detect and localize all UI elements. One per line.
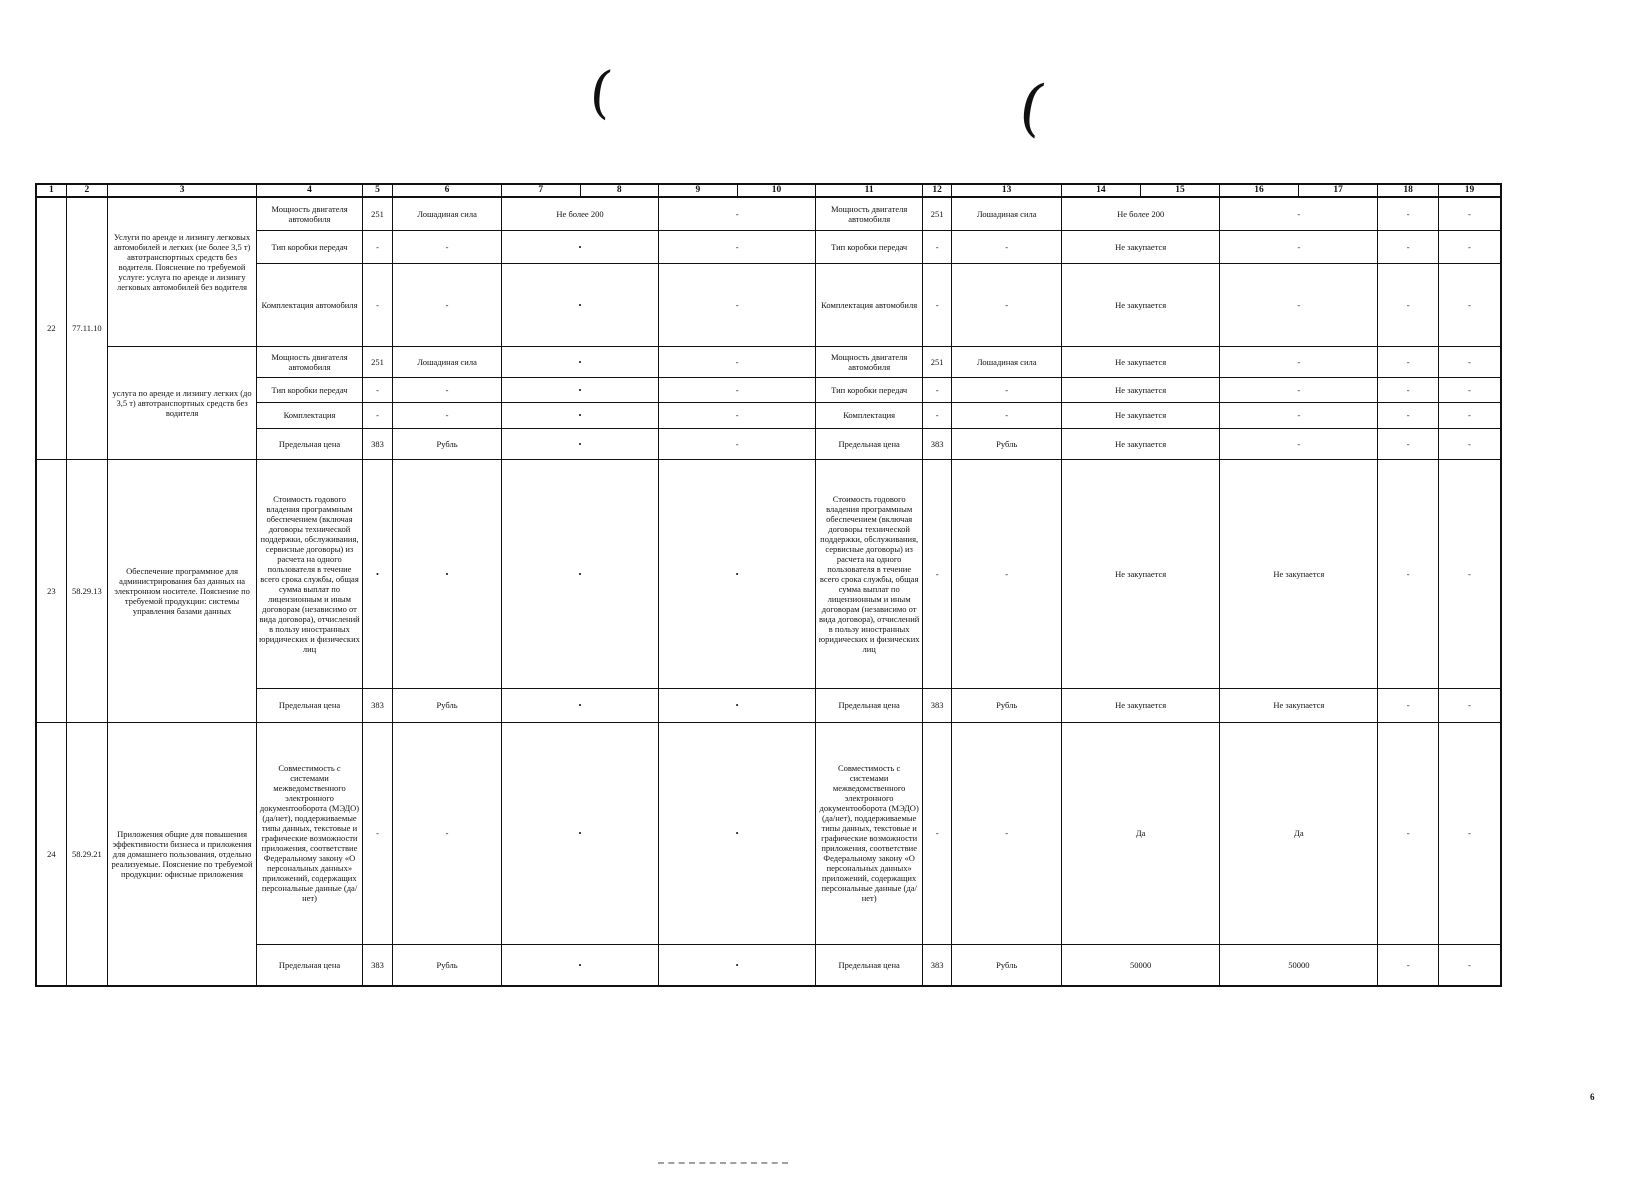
cell: Лошадиная сила [393,346,502,377]
table-row [36,402,1501,428]
cell: Не закупается [1220,459,1378,688]
table-row [36,377,1501,402]
cell: - [362,263,392,346]
col-header: 3 [108,184,257,197]
cell: Да [1220,722,1378,944]
col-header: 9 [659,184,738,197]
cell: - [952,722,1062,944]
col-header: 12 [923,184,952,197]
cell: Тип коробки передач [257,377,363,402]
table-row [36,944,1501,986]
cell: - [1220,263,1378,346]
row-number: 24 [36,722,66,986]
cell: - [952,230,1062,263]
cell: - [1378,197,1438,230]
cell: - [1378,688,1438,722]
cell: - [1378,346,1438,377]
cell: - [659,346,816,377]
okpd-code: 58.29.21 [66,722,107,986]
cell: - [659,428,816,459]
cell: Стоимость годового владения программным обеспечением (включая договоры технической поддержки, обслуживания, сервисные договоры) из расчета на одного пользователя в течение всего срока службы, общая сумма выплат по лицензионным и иным договорам (независимо от вида договора), отчислений в пользу иностранных юридических и физических лиц [257,459,363,688]
cell: 383 [362,688,392,722]
cell: - [1438,459,1501,688]
cell: - [393,263,502,346]
item-description: Приложения общие для повышения эффективности бизнеса и приложения для домашнего пользования, отдельно реализуемые. Пояснение по требуемой продукции: офисные приложения [108,722,257,986]
cell: - [923,459,952,688]
cell: Лошадиная сила [393,197,502,230]
cell: Комплектация [816,402,923,428]
cell: Не закупается [1062,459,1220,688]
cell: - [1438,346,1501,377]
col-header: 10 [737,184,816,197]
cell: Комплектация [257,402,363,428]
row-number: 22 [36,197,66,459]
cell: 251 [923,346,952,377]
cell: Тип коробки передач [816,377,923,402]
col-header: 15 [1140,184,1220,197]
cell: - [362,402,392,428]
cell: - [1378,944,1438,986]
table-row [36,346,1501,377]
cell: - [952,377,1062,402]
cell: - [952,459,1062,688]
cell: - [1220,402,1378,428]
cell: Не закупается [1220,688,1378,722]
col-header: 7 [501,184,580,197]
item-description: услуга по аренде и лизингу легких (до 3,5 т) автотранспортных средств без водителя [108,346,257,459]
cell: 251 [362,346,392,377]
row-number: 23 [36,459,66,722]
cell: - [923,230,952,263]
cell: - [952,263,1062,346]
cell: - [1220,197,1378,230]
table-row [36,722,1501,944]
cell: Комплектация автомобиля [816,263,923,346]
cell: • [659,944,816,986]
scan-bracket-mark: ( [1013,68,1051,145]
cell: Да [1062,722,1220,944]
cell: - [1438,377,1501,402]
cell: • [659,459,816,688]
cell: - [659,197,816,230]
cell: 50000 [1220,944,1378,986]
cell: - [362,377,392,402]
cell: Рубль [393,688,502,722]
cell: - [393,377,502,402]
cell: - [1220,346,1378,377]
cell: Рубль [952,944,1062,986]
cell: - [393,722,502,944]
cell: • [501,263,658,346]
cell: Рубль [393,944,502,986]
cell: - [1378,402,1438,428]
cell: - [1438,428,1501,459]
cell: - [1220,230,1378,263]
cell: Тип коробки передач [257,230,363,263]
cell: Предельная цена [257,428,363,459]
page-number: 6 [1590,1092,1595,1102]
cell: - [1438,944,1501,986]
cell: - [362,722,392,944]
cell: • [501,944,658,986]
cell: • [659,688,816,722]
cell: 383 [923,688,952,722]
scan-bracket-mark: ( [586,59,616,126]
cell: 383 [923,428,952,459]
cell: Предельная цена [257,944,363,986]
cell: 383 [923,944,952,986]
cell: - [362,230,392,263]
cell: • [501,722,658,944]
cell: - [1378,377,1438,402]
cell: Комплектация автомобиля [257,263,363,346]
col-header: 19 [1438,184,1501,197]
cell: 50000 [1062,944,1220,986]
cell: Мощность двигателя автомобиля [257,197,363,230]
cell: • [501,346,658,377]
table-row [36,428,1501,459]
cell: Не закупается [1062,402,1220,428]
col-header: 13 [952,184,1062,197]
cell: • [393,459,502,688]
cell: 251 [923,197,952,230]
cell: Мощность двигателя автомобиля [816,346,923,377]
cell: Не закупается [1062,230,1220,263]
item-description: Услуги по аренде и лизингу легковых автомобилей и легких (не более 3,5 т) автотранспортных средств без водителя. Пояснение по требуемой услуге: услуга по аренде и лизингу легковых автомобилей без водителя [108,197,257,346]
cell: Не закупается [1062,377,1220,402]
col-header: 2 [66,184,107,197]
col-header: 14 [1062,184,1141,197]
cell: - [1220,428,1378,459]
cell: - [1438,263,1501,346]
cell: • [659,722,816,944]
cell: • [362,459,392,688]
item-description: Обеспечение программное для администрирования баз данных на электронном носителе. Пояснение по требуемой продукции: системы управления базами данных [108,459,257,722]
cell: - [659,230,816,263]
cell: • [501,402,658,428]
cell: Не закупается [1062,263,1220,346]
cell: 383 [362,428,392,459]
cell: • [501,377,658,402]
col-header: 1 [36,184,66,197]
cell: - [659,263,816,346]
cell: - [1438,722,1501,944]
cell: Предельная цена [816,688,923,722]
cell: - [1438,197,1501,230]
scan-artifact [658,1162,788,1166]
okpd-code: 58.29.13 [66,459,107,722]
table-row [36,688,1501,722]
cell: Не закупается [1062,688,1220,722]
cell: Мощность двигателя автомобиля [257,346,363,377]
cell: • [501,459,658,688]
col-header: 8 [580,184,659,197]
cell: Рубль [393,428,502,459]
cell: - [923,722,952,944]
cell: Предельная цена [816,428,923,459]
cell: - [1220,377,1378,402]
cell: 251 [362,197,392,230]
cell: 383 [362,944,392,986]
okpd-code: 77.11.10 [66,197,107,459]
cell: - [393,402,502,428]
cell: - [1438,402,1501,428]
cell: Совместимость с системами межведомственного электронного документооборота (МЭДО) (да/нет), поддерживаемые типы данных, текстовые и графические возможности приложения, соответствие Федеральному закону «О персональных данных» приложений, содержащих персональные данные (да/нет) [816,722,923,944]
cell: Не закупается [1062,428,1220,459]
col-header: 18 [1378,184,1438,197]
cell: - [923,263,952,346]
cell: Лошадиная сила [952,346,1062,377]
cell: Рубль [952,428,1062,459]
cell: - [1378,428,1438,459]
cell: Не закупается [1062,346,1220,377]
cell: Не более 200 [1062,197,1220,230]
cell: Стоимость годового владения программным обеспечением (включая договоры технической поддержки, обслуживания, сервисные договоры) из расчета на одного пользователя в течение всего срока службы, общая сумма выплат по лицензионным и иным договорам (независимо от вида договора), отчислений в пользу иностранных юридических и физических лиц [816,459,923,688]
cell: - [659,402,816,428]
cell: Лошадиная сила [952,197,1062,230]
cell: - [659,377,816,402]
cell: • [501,428,658,459]
table-row [36,230,1501,263]
col-header: 16 [1220,184,1299,197]
cell: Предельная цена [816,944,923,986]
col-header: 17 [1298,184,1378,197]
cell: • [501,230,658,263]
cell: - [1378,230,1438,263]
requirements-table [35,183,1502,987]
cell: - [1438,230,1501,263]
table-row [36,197,1501,230]
cell: - [1378,459,1438,688]
col-header: 5 [362,184,392,197]
cell: Совместимость с системами межведомственного электронного документооборота (МЭДО) (да/нет), поддерживаемые типы данных, текстовые и графические возможности приложения, соответствие Федеральному закону «О персональных данных» приложений, содержащих персональные данные (да/нет) [257,722,363,944]
header-row [36,184,1501,197]
cell: - [923,402,952,428]
table-row [36,459,1501,688]
cell: Мощность двигателя автомобиля [816,197,923,230]
col-header: 6 [393,184,502,197]
cell: - [393,230,502,263]
table-row [36,263,1501,346]
cell: Предельная цена [257,688,363,722]
cell: - [952,402,1062,428]
cell: Рубль [952,688,1062,722]
cell: - [923,377,952,402]
cell: Тип коробки передач [816,230,923,263]
cell: • [501,688,658,722]
cell: Не более 200 [501,197,658,230]
col-header: 4 [257,184,363,197]
cell: - [1378,263,1438,346]
col-header: 11 [816,184,923,197]
cell: - [1438,688,1501,722]
cell: - [1378,722,1438,944]
